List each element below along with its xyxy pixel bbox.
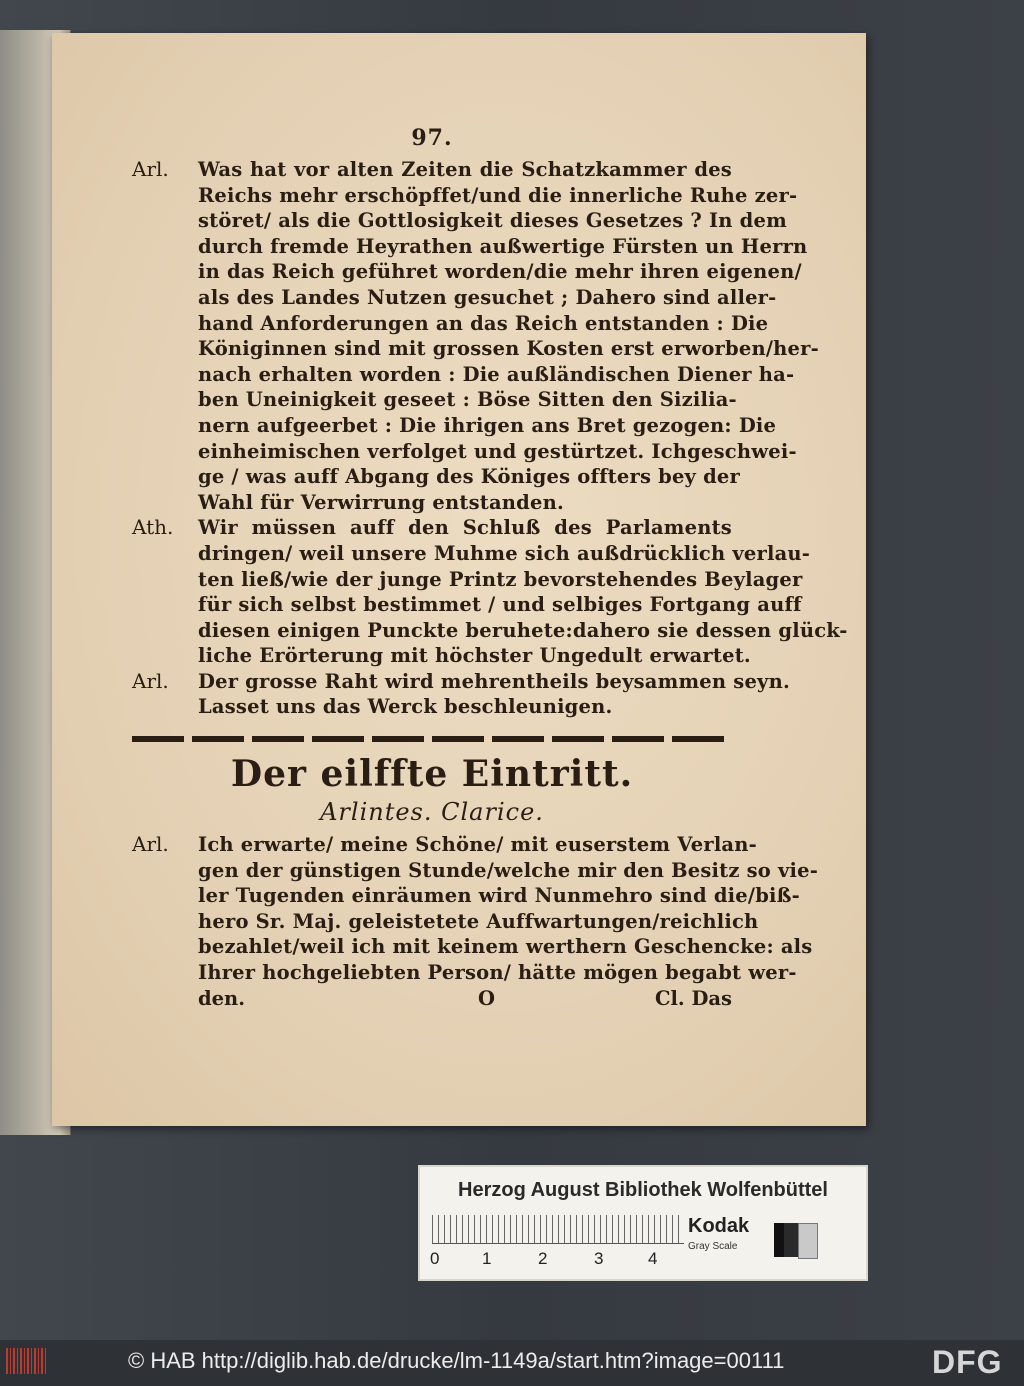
text-line: durch fremde Heyrathen außwertige Fürsten un Herrn (198, 234, 808, 258)
text-line: Ich erwarte/ meine Schöne/ mit euserstem Verlan- (198, 833, 757, 857)
text-line: ten ließ/wie der junge Printz bevorstehendes Beylager (198, 567, 803, 591)
gray-swatch-dark (784, 1223, 798, 1257)
text-line: nach erhalten worden : Die außländischen Diener ha- (198, 362, 795, 386)
text-line: ler Tugenden einräumen wird Nunmehro sind die/biß- (198, 884, 800, 908)
text-line: dringen/ weil unsere Muhme sich außdrücklich verlau- (198, 541, 811, 565)
speech-arl-1 (132, 157, 819, 515)
page-footer-line (198, 986, 732, 1012)
speech-ath (132, 515, 848, 669)
speaker-label: Arl. (132, 668, 169, 693)
scale-ruler (432, 1215, 684, 1244)
text-line: Wir müssen auff den Schluß des Parlaments (198, 516, 732, 540)
text-line: hero Sr. Maj. geleistetete Auffwartungen/reichlich (198, 909, 759, 933)
text-line: Was hat vor alten Zeiten die Schatzkammer des (198, 158, 732, 181)
text-line: nern aufgeerbet : Die ihrigen ans Bret gezogen: Die (198, 413, 777, 437)
book-page (52, 33, 866, 1126)
scale-number: 1 (482, 1249, 492, 1268)
scene-title: Der eilffte Eintritt. (230, 753, 634, 796)
library-name: Herzog August Bibliothek Wolfenbüttel (458, 1179, 828, 1201)
text-line: als des Landes Nutzen gesuchet ; Dahero sind aller- (198, 285, 777, 309)
text-line: in das Reich geführet worden/die mehr ihren eigenen/ (198, 260, 802, 284)
text-line: Ihrer hochgeliebten Person/ hätte mögen begabt wer- (198, 961, 797, 985)
speech-arl-3 (132, 832, 819, 1011)
scale-number: 0 (430, 1249, 440, 1268)
barcode-icon (6, 1348, 48, 1374)
signature-mark: O (478, 986, 495, 1010)
scale-number: 3 (594, 1249, 604, 1268)
library-color-card (418, 1165, 868, 1281)
text-line: Lasset uns das Werck beschleunigen. (198, 695, 613, 719)
last-word: den. (198, 986, 246, 1010)
scene-persons: Arlintes. Clarice. (320, 798, 544, 827)
gray-scale-label: Gray Scale (688, 1241, 738, 1252)
scale-number: 4 (648, 1249, 658, 1268)
text-line: Wahl für Verwirrung entstanden. (198, 490, 564, 514)
catchword: Cl. Das (654, 986, 732, 1010)
gray-swatch-light (798, 1223, 818, 1259)
speaker-label: Arl. (132, 157, 169, 181)
scale-number: 2 (538, 1249, 548, 1268)
text-line: ben Uneinigkeit geseet : Böse Sitten den Sizilia- (198, 388, 737, 412)
page-number: 97. (411, 125, 453, 151)
text-line: für sich selbst bestimmet / und selbiges Fortgang auff (198, 593, 802, 617)
section-divider (132, 736, 732, 742)
text-line: Reichs mehr erschöpffet/und die innerliche Ruhe zer- (198, 183, 798, 207)
page-text (132, 125, 848, 1011)
text-line: bezahlet/weil ich mit keinem werthern Geschencke: als (198, 935, 813, 959)
speech-arl-2 (132, 668, 790, 720)
dfg-logo: DFG (932, 1344, 1003, 1380)
text-line: Königinnen sind mit grossen Kosten erst erworben/her- (198, 337, 819, 361)
gray-swatch-black (774, 1223, 784, 1257)
text-line: gen der günstigen Stunde/welche mir den Besitz so vie- (198, 858, 819, 882)
text-line: hand Anforderungen an das Reich entstanden : Die (198, 311, 769, 335)
speaker-label: Ath. (132, 515, 174, 540)
kodak-logo: Kodak (688, 1215, 750, 1237)
copyright-link[interactable]: © HAB http://diglib.hab.de/drucke/lm-1149a/start.htm?image=00111 (128, 1348, 785, 1373)
footer-bar (0, 1340, 1024, 1386)
text-line: Der grosse Raht wird mehrentheils beysammen seyn. (198, 669, 790, 693)
speaker-label: Arl. (132, 832, 169, 857)
text-line: diesen einigen Punckte beruhete:dahero sie dessen glück- (198, 618, 848, 642)
text-line: einheimischen verfolget und gestürtzet. Ichgeschwei- (198, 439, 797, 463)
text-line: liche Erörterung mit höchster Ungedult erwartet. (198, 644, 751, 668)
text-line: störet/ als die Gottlosigkeit dieses Gesetzes ? In dem (198, 209, 787, 233)
text-line: ge / was auff Abgang des Königes offters bey der (198, 465, 740, 489)
